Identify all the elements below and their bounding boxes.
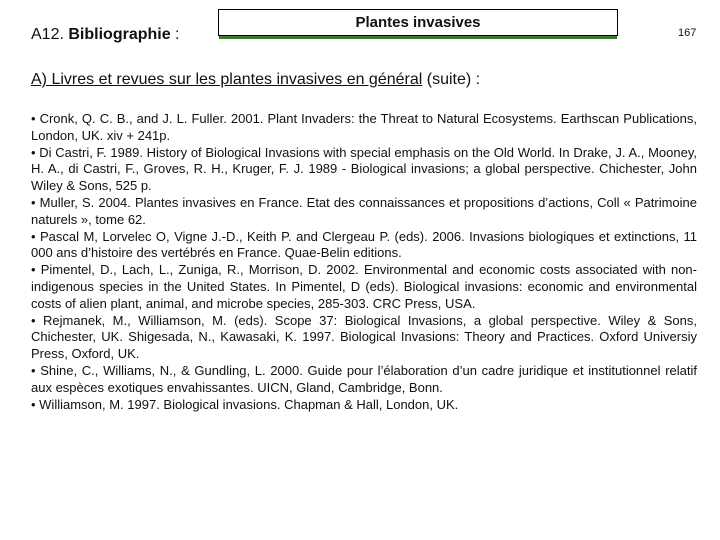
section-code: A12. [31,26,64,43]
subsection-suffix: (suite) : [422,71,481,88]
reference-item: • Cronk, Q. C. B., and J. L. Fuller. 2001. Plant Invaders: the Threat to Natural Ecosystems. Earthscan Publications, London, UK. xiv + 241p. [31,111,697,143]
green-rule [219,36,617,39]
reference-item: • Pascal M, Lorvelec O, Vigne J.-D., Keith P. and Clergeau P. (eds). 2006. Invasions biologiques et extinctions, 11 000 ans d’histoire des vertébrés en France. Quae-Belin editions. [31,228,697,261]
section-suffix: : [170,26,180,43]
reference-item: • Williamson, M. 1997. Biological invasions. Chapman & Hall, London, UK. [31,396,459,412]
subsection-heading [31,71,480,89]
section-label [31,26,180,44]
page-number: 167 [678,27,697,39]
reference-item: • Shine, C., Williams, N., & Gundling, L. 2000. Guide pour l’élaboration d’un cadre juridique et institutionnel relatif aux espèces exotiques envahissantes. UICN, Gland, Cambridge, Bonn. [31,362,697,395]
reference-item: • Muller, S. 2004. Plantes invasives en France. Etat des connaissances et propositions d’actions, Coll « Patrimoine naturels », tome 62. [31,194,697,227]
section-title: Bibliographie [68,26,171,43]
title-box [218,9,618,36]
reference-list [31,111,697,413]
reference-item: • Pimentel, D., Lach, L., Zuniga, R., Morrison, D. 2002. Environmental and economic costs associated with non-indigenous species in the United States. In Pimentel, D (eds). Biological invasions: economic and environmental costs of alien plant, animal, and microbe species, 285-303. CRC Press, USA. [31,262,697,311]
reference-item: • Di Castri, F. 1989. History of Biological Invasions with special emphasis on the Old World. In Drake, J. A., Mooney, H. A., di Castri, F., Groves, R. H., Kruger, F. J. 1989 - Biological invasions; a global perspective. Chichester, John Wiley & Sons, 525 p. [31,144,697,194]
subsection-title: A) Livres et revues sur les plantes invasives en général [31,71,423,88]
reference-item: • Rejmanek, M., Williamson, M. (eds). Scope 37: Biological Invasions, a global perspective. Wiley & Sons, Chichester, UK. Shigesada, N., Kawasaki, K. 1997. Biological Invasions: Theory and Practices. Oxford Universiy Press, Oxford, UK. [31,312,697,362]
box-title: Plantes invasives [355,14,481,31]
